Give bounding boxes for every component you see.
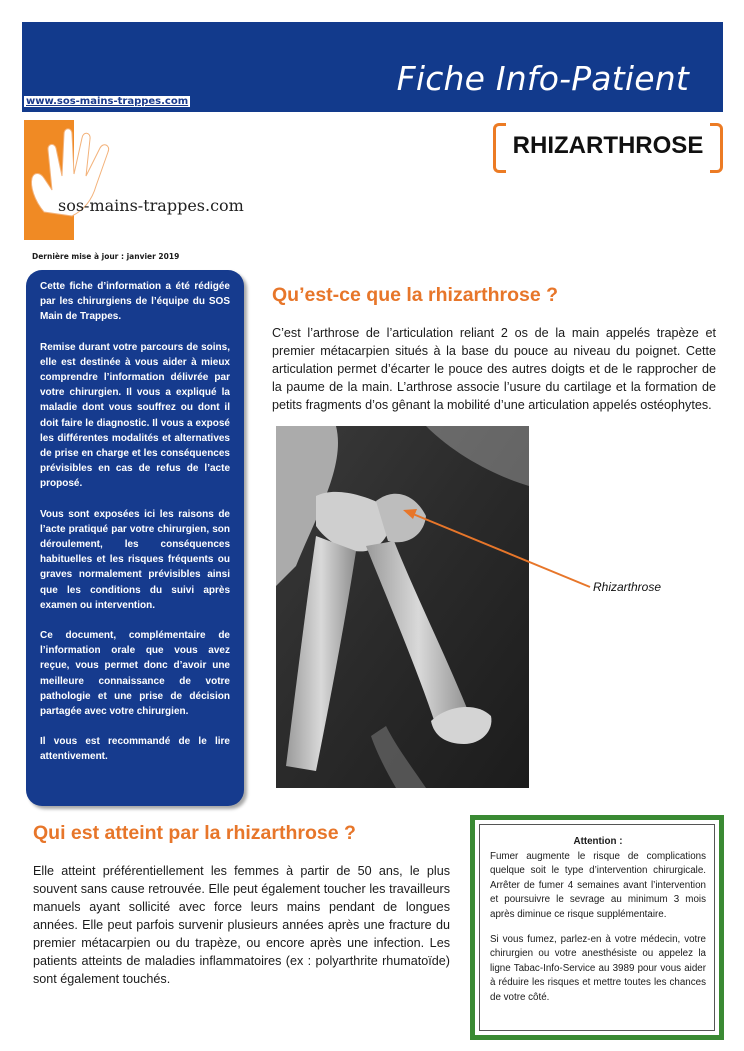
attention-paragraph: Si vous fumez, parlez-en à votre médecin, votre chirurgien ou votre anesthésiste ou appelez la ligne Tabac-Info-Service au 3989 pour vous aider à réduire les risques et mettre toutes les chances de votre côté. xyxy=(490,933,706,1003)
section-heading-what: Qu’est-ce que la rhizarthrose ? xyxy=(272,284,559,306)
section-text-who: Elle atteint préférentiellement les femmes à partir de 50 ans, le plus souvent sans cause retrouvée. Elle peut également toucher les travailleurs manuels ayant sollicité avec force leurs mains pendant de longues années. Elle peut parfois survenir plusieurs années après une fracture du premier métacarpien ou du trapèze, ou encore après une infection. Les patients atteints de maladies inflammatoires (ex : polyarthrite rhumatoïde) sont également touchés. xyxy=(33,864,450,986)
sidebar-paragraph: Remise durant votre parcours de soins, elle est destinée à vous aider à mieux comprendre l’information délivrée par votre chirurgien. Il vous a expliqué la maladie dont vous souffrez ou dont il doit faire le diagnostic. Il vous a exposé les différentes modalités et alternatives de prise en charge et les conséquences prévisibles en cas de refus de l’acte proposé. xyxy=(40,341,230,490)
logo xyxy=(24,120,244,240)
figure-label: Rhizarthrose xyxy=(593,580,662,594)
document-title-box xyxy=(493,123,723,169)
document-title: RHIZARTHROSE xyxy=(512,132,704,159)
attention-paragraph: Fumer augmente le risque de complications quelque soit le type d’intervention chirurgicale. Arrêter de fumer 4 semaines avant l’intervention et poursuivre le sevrage au minimum 3 mois après diminue ce risque supplémentaire. xyxy=(490,850,706,920)
section-text-what: C’est l’arthrose de l’articulation reliant 2 os de la main appelés trapèze et premier métacarpien situés à la base du pouce au niveau du poignet. Cette articulation permet d’écarter le pouce des autres doigts et de le rapprocher de la paume de la main. L’arthrose associe l’usure du cartilage et la formation de petits fragments d’os gênant la mobilité d’une articulation appelés ostéophytes. xyxy=(272,326,716,412)
attention-box xyxy=(470,815,724,1040)
section-heading-who: Qui est atteint par la rhizarthrose ? xyxy=(33,822,356,844)
sidebar-paragraph: Il vous est recommandé de le lire attentivement. xyxy=(40,736,230,763)
logo-text: sos-mains-trappes.com xyxy=(58,196,244,215)
page-title: Fiche Info-Patient xyxy=(396,59,689,98)
sidebar-paragraph: Vous sont exposées ici les raisons de l’acte pratiqué par votre chirurgien, son déroulement, les conséquences habituelles et les risques fréquents ou graves normalement prévisibles ainsi que les conditions du suivi après examen ou intervention. xyxy=(40,508,230,611)
site-url-link[interactable]: www.sos-mains-trappes.com xyxy=(26,96,189,107)
last-update: Dernière mise à jour : janvier 2019 xyxy=(32,252,180,261)
attention-content xyxy=(479,824,715,1031)
attention-title: Attention : xyxy=(573,836,623,847)
info-sidebar xyxy=(26,270,244,806)
sidebar-paragraph: Cette fiche d’information a été rédigée par les chirurgiens de l’équipe du SOS Main de Trappes. xyxy=(40,281,230,323)
sidebar-paragraph: Ce document, complémentaire de l’information orale que vous avez reçue, vous permet donc d’avoir une meilleure connaissance de votre pathologie et une prise de décision partagée avec votre chirurgien. xyxy=(40,630,230,718)
xray-image xyxy=(276,426,529,788)
arrow-pointer xyxy=(395,505,595,595)
